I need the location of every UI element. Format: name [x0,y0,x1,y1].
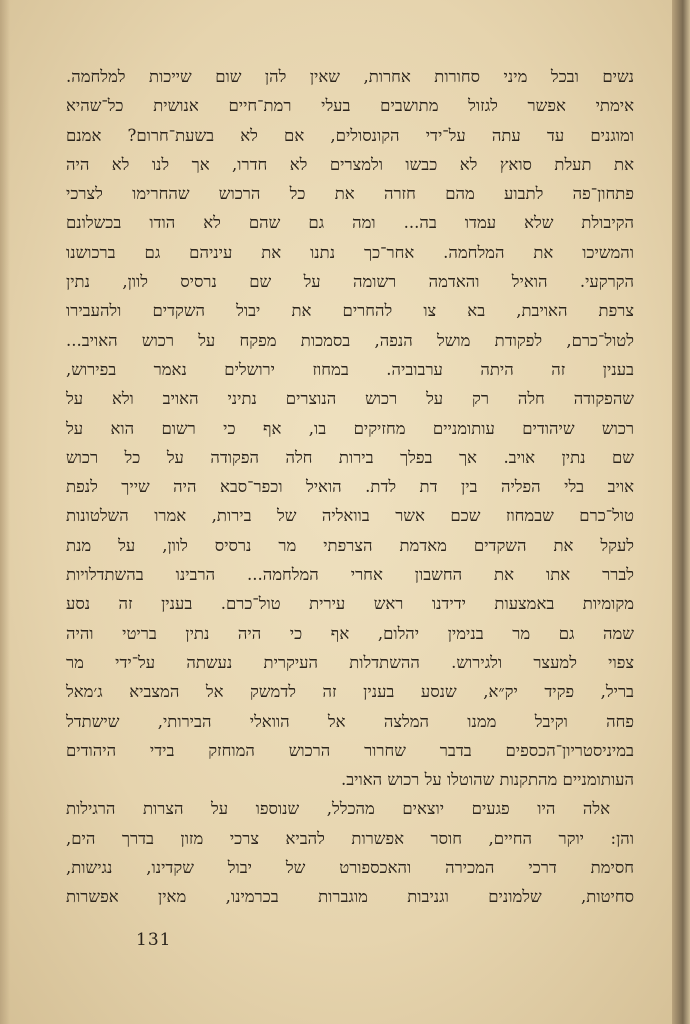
text-line: והמשיכו את המלחמה. אחר־כך נתנו את עיניהם גם ברכושנו [66,242,634,262]
text-line: נשים ובכל מיני סחורות אחרות, שאין להן שום שייכות למלחמה. [66,67,634,86]
book-spine [672,0,690,1024]
text-line: מקומיות באמצעות ידידנו ראש עירית טול־כרם. בענין זה נסע [66,594,634,614]
text-line: במיניסטריון־הכספים בדבר שחרור הרכוש המוחזק בידי היהודים [66,740,634,760]
text-line: לברר אתו את החשבון אחרי המלחמה... הרבינו בהשתדלויות [66,565,634,585]
text-line: הקרקעי. הואיל והאדמה רשומה על שם נרסיס לוון, נתין [66,272,634,292]
text-line: פחה וקיבל ממנו המלצה אל הוואלי הבירותי, שישתדל [66,711,634,731]
text-line: ומוגנים עד עתה על־ידי הקונסולים, אם לא בשעת־חרום? אמנם [66,125,634,145]
text-line: חסימת דרכי המכירה והאכספורט של יבול שקדינו, נגישות, [66,858,634,878]
page-number: 131 [136,930,172,950]
text-line: שמה גם מר בנימין יהלום, אף כי היה נתין בריטי והיה [66,623,634,643]
text-line: צפוי למעצר ולגירוש. ההשתדלות העיקרית נעשתה על־ידי מר [66,652,634,672]
text-line: לעקל את השקדים מאדמת הצרפתי מר נרסיס לוון, על מנת [66,535,634,555]
text-line: אימתי אפשר לגזול מתושבים בעלי רמת־חיים אנושית כל־שהיא [66,96,634,116]
text-line: טול־כרם שבמחוז שכם אשר בוואליה של בירות, אמרו השלטונות [66,506,634,526]
text-line: פתחון־פה לתבוע מהם חזרה את כל הרכוש שהחרימו לצרכי [66,184,634,204]
text-line: והן: יוקר החיים, חוסר אפשרות להביא צרכי מזון בדרך הים, [66,828,634,848]
paragraph-start-line: אלה היו פגעים יוצאים מהכלל, שנוספו על הצרות הרגילות [66,799,610,819]
text-line: סחיטות, שלמונים וגניבות מוגברות בכרמינו, מאין אפשרות [66,887,634,907]
text-line: שם נתין אויב. אך בפלך בירות חלה הפקודה על כל רכוש [66,447,634,467]
paragraph-end-line: העותומניים מהתקנות שהוטלו על רכוש האויב. [340,770,634,790]
text-line: בריל, פקיד יק״א, שנסע בענין זה לדמשק אל המצביא ג׳מאל [66,682,634,702]
text-line: הקיבולת שלא עמדו בה... ומה גם שהם לא הודו בכשלונם [66,213,634,233]
text-line: אויב בלי הפליה בין דת לדת. הואיל וכפר־סבא היה שייך לנפת [66,477,634,497]
page-edge-shadow [0,0,10,1024]
text-line: בענין זה היתה ערבוביה. במחוז ירושלים נאמר בפירוש, [66,359,634,379]
body-text [66,62,634,912]
text-line: את תעלת סואץ לא כבשו ולמצרים לא חדרו, אך לנו לא היה [66,154,634,174]
text-line: צרפת האויבת, בא צו להחרים את יבול השקדים ולהעבירו [66,301,634,321]
text-line: רכוש שיהודים עותומניים מחזיקים בו, אף כי רשום הוא על [66,418,634,438]
text-line: לטול־כרם, לפקודת מושל הנפה, בסמכות מפקח על רכוש האויב... [66,330,634,350]
text-line: שהפקודה חלה רק על רכוש הנוצרים נתיני האויב ולא על [66,389,634,409]
